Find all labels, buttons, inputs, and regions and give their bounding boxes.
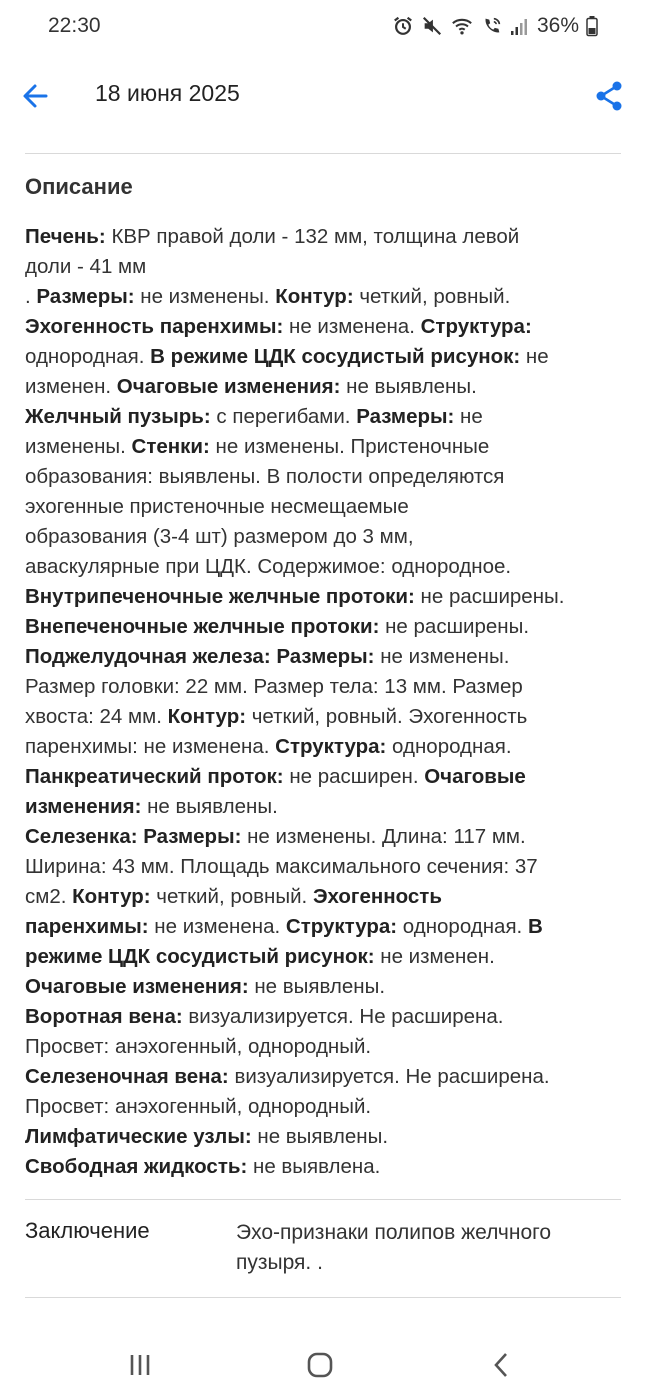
field-value: аваскулярные при ЦДК. Содержимое: однородное. — [25, 555, 512, 578]
field-value: Размер головки: 22 мм. Размер тела: 13 мм. Размер — [25, 675, 523, 698]
description-line — [25, 372, 625, 402]
field-value: не изменена. — [283, 315, 421, 338]
field-label: Размеры: — [356, 405, 455, 428]
back-button[interactable] — [18, 78, 54, 114]
field-value: визуализируется. Не расширена. — [228, 1065, 550, 1088]
field-value: с перегибами. — [210, 405, 357, 428]
field-label: Контур: — [72, 885, 151, 908]
field-label: Желчный пузырь: — [25, 405, 211, 428]
field-label: В — [527, 915, 543, 938]
field-value: четкий, ровный. Эхогенность — [246, 705, 528, 728]
field-label: Внутрипеченочные желчные протоки: — [25, 585, 415, 608]
field-value: не выявлены. — [340, 375, 477, 398]
description-line — [25, 702, 625, 732]
field-label: Печень: — [25, 225, 106, 248]
field-value: не расширены. — [379, 615, 530, 638]
field-label: Поджелудочная железа: Размеры: — [25, 645, 375, 668]
alarm-icon — [392, 15, 414, 37]
page-title: 18 июня 2025 — [95, 80, 240, 106]
description-line — [25, 912, 625, 942]
field-value: хвоста: 24 мм. — [25, 705, 168, 728]
field-label: Структура: — [420, 315, 532, 338]
conclusion-divider — [25, 1297, 621, 1298]
status-icons — [392, 14, 598, 38]
next-row-partial — [0, 1312, 646, 1330]
field-value: не изменены. — [374, 645, 510, 668]
description-line — [25, 792, 625, 822]
field-value: не выявлены. — [248, 975, 386, 998]
conclusion-text: Эхо-признаки полипов желчного пузыря. . — [236, 1221, 551, 1274]
field-label: режиме ЦДК сосудистый рисунок: — [25, 945, 375, 968]
description-line — [25, 222, 625, 252]
field-label: Лимфатические узлы: — [25, 1125, 252, 1148]
field-value: не изменены. Пристеночные — [209, 435, 490, 458]
description-line — [25, 942, 625, 972]
status-bar — [0, 0, 646, 52]
field-value: см2. — [25, 885, 73, 908]
field-value: образования: выявлены. В полости определяются — [25, 465, 505, 488]
field-value: однородная. — [397, 915, 528, 938]
field-label: Селезеночная вена: — [25, 1065, 229, 1088]
description-line — [25, 612, 625, 642]
description-line — [25, 492, 625, 522]
field-label: Селезенка: Размеры: — [25, 825, 242, 848]
wifi-calling-icon — [481, 15, 503, 37]
description-line — [25, 582, 625, 612]
field-value: доли - 41 мм — [25, 255, 147, 278]
field-label: Контур: — [167, 705, 247, 728]
description-line — [25, 1122, 625, 1152]
field-value: изменены. — [25, 435, 132, 458]
field-value: . — [25, 285, 37, 308]
field-label: Очаговые изменения: — [116, 375, 341, 398]
field-label: Эхогенность — [312, 885, 442, 908]
field-label: Воротная вена: — [25, 1005, 183, 1028]
mute-icon — [421, 15, 443, 37]
field-value: Ширина: 43 мм. Площадь максимального сечения: 37 — [25, 855, 538, 878]
description-line — [25, 732, 625, 762]
field-label: Очаговые изменения: — [25, 975, 249, 998]
description-line — [25, 312, 625, 342]
navigation-bar — [0, 1330, 646, 1400]
field-value: не изменены. — [134, 285, 276, 308]
description-line — [25, 642, 625, 672]
field-value: образования (3-4 шт) размером до 3 мм, — [25, 525, 414, 548]
share-icon — [592, 78, 628, 114]
conclusion-label: Заключение — [25, 1218, 150, 1243]
field-label: Эхогенность паренхимы: — [25, 315, 284, 338]
description-text — [25, 222, 625, 1182]
field-value: не выявлены. — [141, 795, 278, 818]
description-line — [25, 522, 625, 552]
field-label: Структура: — [285, 915, 398, 938]
field-value: не выявлена. — [247, 1155, 381, 1178]
field-value: не — [454, 405, 483, 428]
field-value: КВР правой доли - 132 мм, толщина левой — [105, 225, 520, 248]
field-label: Размеры: — [36, 285, 135, 308]
chevron-left-icon — [488, 1351, 516, 1379]
description-line — [25, 282, 625, 312]
description-line — [25, 552, 625, 582]
description-line — [25, 342, 625, 372]
description-line — [25, 1032, 625, 1062]
field-value: четкий, ровный. — [150, 885, 313, 908]
field-value: не изменен. — [374, 945, 495, 968]
field-label: Очаговые — [424, 765, 526, 788]
field-value: не выявлены. — [251, 1125, 389, 1148]
field-label: изменения: — [25, 795, 142, 818]
system-back-button[interactable] — [482, 1348, 522, 1382]
signal-icon — [510, 15, 528, 37]
battery-percent: 36% — [536, 14, 579, 37]
recent-apps-button[interactable] — [120, 1348, 160, 1382]
field-value: не расширены. — [414, 585, 565, 608]
field-value: эхогенные пристеночные несмещаемые — [25, 495, 409, 518]
header-divider — [25, 153, 621, 154]
field-value: не изменена. — [148, 915, 286, 938]
description-line — [25, 822, 625, 852]
field-value: Просвет: анэхогенный, однородный. — [25, 1095, 372, 1118]
field-label: паренхимы: — [25, 915, 149, 938]
description-line — [25, 462, 625, 492]
arrow-back-icon — [18, 78, 54, 114]
field-value: Просвет: анэхогенный, однородный. — [25, 1035, 372, 1058]
app-bar — [0, 64, 646, 128]
description-divider — [25, 1199, 621, 1200]
field-label: Свободная жидкость: — [25, 1155, 248, 1178]
home-icon — [305, 1350, 335, 1380]
field-value: не расширен. — [283, 765, 425, 788]
share-button[interactable] — [592, 78, 628, 114]
field-value: визуализируется. Не расширена. — [182, 1005, 504, 1028]
description-line — [25, 252, 625, 282]
recent-apps-icon — [126, 1351, 154, 1379]
field-value: паренхимы: не изменена. — [25, 735, 276, 758]
field-value: не — [520, 345, 549, 368]
description-line — [25, 402, 625, 432]
description-title: Описание — [25, 174, 133, 199]
field-label: Структура: — [275, 735, 387, 758]
description-line — [25, 882, 625, 912]
field-value: однородная. — [25, 345, 151, 368]
home-button[interactable] — [300, 1348, 340, 1382]
field-label: В режиме ЦДК сосудистый рисунок: — [150, 345, 521, 368]
field-value: не изменены. Длина: 117 мм. — [241, 825, 526, 848]
description-line — [25, 1062, 625, 1092]
description-line — [25, 1002, 625, 1032]
description-line — [25, 1092, 625, 1122]
description-line — [25, 972, 625, 1002]
field-label: Стенки: — [131, 435, 210, 458]
field-label: Контур: — [275, 285, 354, 308]
field-label: Внепеченочные желчные протоки: — [25, 615, 380, 638]
battery-icon — [586, 15, 598, 37]
description-line — [25, 432, 625, 462]
description-line — [25, 1152, 625, 1182]
status-time: 22:30 — [48, 14, 101, 37]
field-value: четкий, ровный. — [353, 285, 511, 308]
description-line — [25, 672, 625, 702]
description-line — [25, 852, 625, 882]
field-value: однородная. — [386, 735, 512, 758]
wifi-icon — [450, 15, 474, 37]
field-value: изменен. — [25, 375, 117, 398]
description-line — [25, 762, 625, 792]
field-label: Панкреатический проток: — [25, 765, 284, 788]
